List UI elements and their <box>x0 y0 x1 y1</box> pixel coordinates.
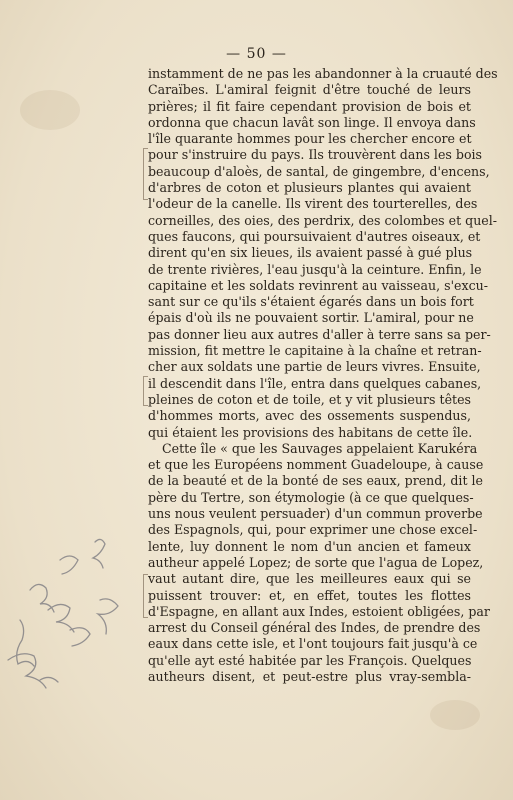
text-line: dirent qu'en six lieues, ils avaient passé à gué plus <box>148 245 473 261</box>
text-line: autheur appelé Lopez; de sorte que l'agua de Lopez, <box>148 554 484 570</box>
text-line: pour s'instruire du pays. Ils trouvèrent dans les bois <box>148 147 483 163</box>
text-line: ques faucons, qui poursuivaient d'autres oiseaux, et <box>148 228 481 244</box>
text-line: cher aux soldats une partie de leurs vivres. Ensuite, <box>148 359 481 375</box>
page-number: — 50 — <box>226 46 287 62</box>
text-line: vaut autant dire, que les meilleures eaux qui se <box>148 571 471 587</box>
text-line: père du Tertre, son étymologie (à ce que quelques- <box>148 489 474 505</box>
text-line: et que les Européens nomment Guadeloupe, à cause <box>148 457 484 473</box>
text-line: de la beauté et de la bonté de ses eaux, prend, dit le <box>148 473 483 489</box>
text-line: arrest du Conseil général des Indes, de prendre des <box>148 620 481 636</box>
text-line: uns nous veulent persuader) d'un commun proverbe <box>148 506 483 522</box>
text-line: prières; il fit faire cependant provision de bois et <box>148 98 471 114</box>
text-line: capitaine et les soldats revinrent au vaisseau, s'excu- <box>148 277 489 293</box>
paragraph-1 <box>148 66 498 441</box>
text-line: Caraïbes. L'amiral feignit d'être touché de leurs <box>148 82 471 98</box>
text-line: l'odeur de la canelle. Ils virent des tourterelles, des <box>148 196 478 212</box>
paragraph-2 <box>148 440 490 685</box>
text-line: d'hommes morts, avec des ossements suspendus, <box>148 408 471 424</box>
text-line: épais d'où ils ne pouvaient sortir. L'amiral, pour ne <box>148 310 474 326</box>
text-line: pas donner lieu aux autres d'aller à terre sans sa per- <box>148 326 491 342</box>
margin-mark <box>143 376 148 406</box>
text-line: pleines de coton et de toile, et y vit plusieurs têtes <box>148 391 471 407</box>
text-line: qui étaient les provisions des habitans de cette île. <box>148 424 473 440</box>
text-line: d'Espagne, en allant aux Indes, estoient obligées, par <box>148 603 490 619</box>
text-line: puissent trouver: et, en effet, toutes les flottes <box>148 587 471 603</box>
text-line: sant sur ce qu'ils s'étaient égarés dans un bois fort <box>148 294 474 310</box>
text-line: des Espagnols, qui, pour exprimer une chose excel- <box>148 522 478 538</box>
text-line: autheurs disent, et peut-estre plus vray-sembla- <box>148 668 471 684</box>
text-line: il descendit dans l'île, entra dans quelques cabanes, <box>148 375 482 391</box>
text-line: l'île quarante hommes pour les chercher encore et <box>148 131 472 147</box>
body-text <box>148 66 498 685</box>
text-line: beaucoup d'aloès, de santal, de gingembre, d'encens, <box>148 163 490 179</box>
text-line: de trente rivières, l'eau jusqu'à la ceinture. Enfin, le <box>148 261 482 277</box>
text-line: Cette île « que les Sauvages appelaient Karukéra <box>162 440 478 456</box>
text-line: ordonna que chacun lavât son linge. Il envoya dans <box>148 114 476 130</box>
text-line: eaux dans cette isle, et l'ont toujours fait jusqu'à ce <box>148 636 478 652</box>
text-line: lente, luy donnent le nom d'un ancien et fameux <box>148 538 471 554</box>
handwritten-pencil-annotation <box>0 530 145 710</box>
text-line: instamment de ne pas les abandonner à la cruauté des <box>148 66 498 81</box>
paper-stain <box>430 700 480 730</box>
text-line: mission, fit mettre le capitaine à la chaîne et retran- <box>148 343 482 359</box>
text-line: d'arbres de coton et plusieurs plantes qui avaient <box>148 180 471 196</box>
margin-mark <box>143 148 148 200</box>
paper-stain <box>20 90 80 130</box>
text-line: qu'elle ayt esté habitée par les François. Quelques <box>148 652 472 668</box>
text-line: corneilles, des oies, des perdrix, des colombes et quel- <box>148 212 498 228</box>
